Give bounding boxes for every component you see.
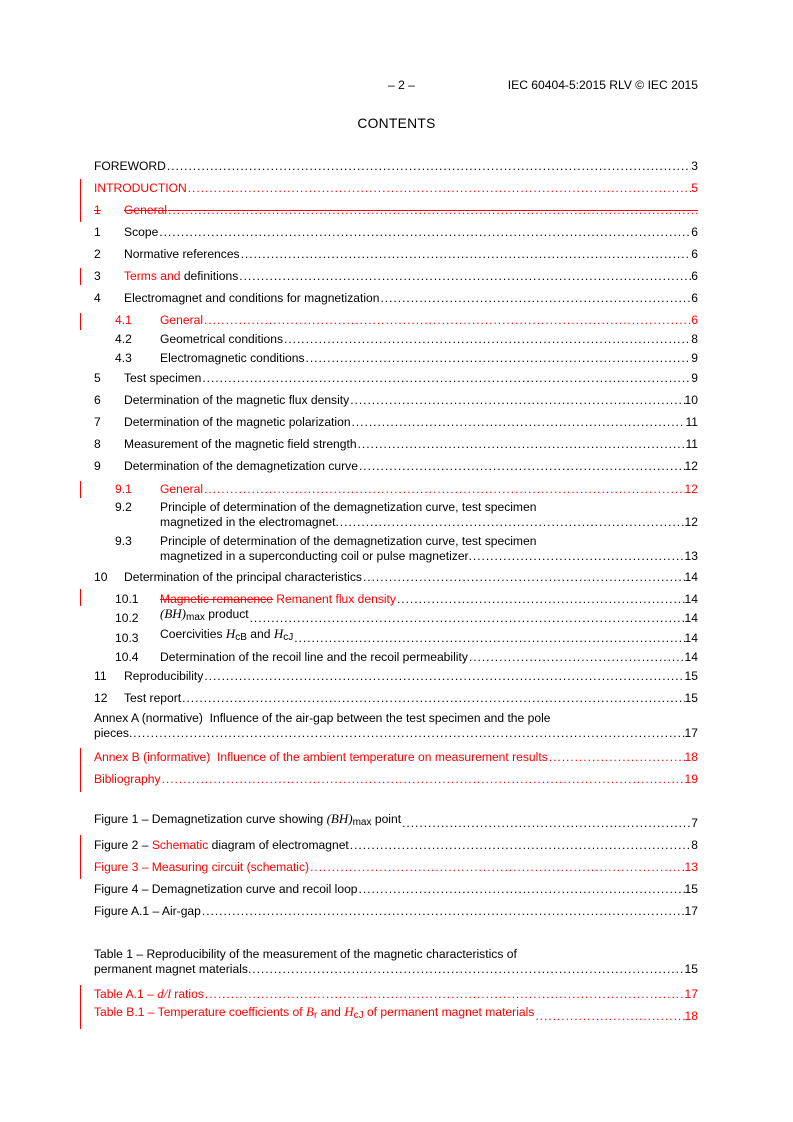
toc-table-1[interactable]: Table 1 – Reproducibility of the measurement of the magnetic characteristics of permanent magnet materials . . . 15: [94, 947, 698, 977]
toc-entry-flux-density[interactable]: 6 Determination of the magnetic flux density . . . 10: [94, 392, 698, 407]
toc-entry-9-3[interactable]: 9.3 Principle of determination of the demagnetization curve, test specimen magnetized in a superconducting coil or pulse magnetizer . . . 13: [115, 534, 698, 564]
revision-bar: [80, 268, 81, 285]
toc-entry-4-1-general[interactable]: 4.1 General . . . 6: [115, 312, 698, 327]
revision-bar: [80, 313, 81, 330]
toc-table-a1[interactable]: Table A.1 – d/l ratios . . . 17: [94, 986, 698, 1001]
toc-entry-scope[interactable]: 1 Scope . . . 6: [94, 224, 698, 239]
toc-entry-electromagnet[interactable]: 4 Electromagnet and conditions for magnetization . . . 6: [94, 290, 698, 305]
document-code: IEC 60404-5:2015 RLV © IEC 2015: [507, 78, 698, 92]
toc-entry-10-4[interactable]: 10.4 Determination of the recoil line and the recoil permeability . . . 14: [115, 649, 698, 664]
toc-entry-9-1-general[interactable]: 9.1 General . . . 12: [115, 481, 698, 496]
toc-figure-4[interactable]: Figure 4 – Demagnetization curve and recoil loop . . . 15: [94, 881, 698, 896]
toc-figure-a1[interactable]: Figure A.1 – Air-gap . . . 17: [94, 903, 698, 918]
toc-table-b1[interactable]: Table B.1 – Temperature coefficients of $B_r$ and $H_{cJ}$ of permanent magnet materials . . . 18: [94, 1008, 698, 1023]
toc-entry-test-report[interactable]: 12 Test report . . . 15: [94, 690, 698, 705]
contents-title: CONTENTS: [357, 116, 436, 131]
toc-entry-principal-characteristics[interactable]: 10 Determination of the principal characteristics . . . 14: [94, 569, 698, 584]
toc-figure-2[interactable]: Figure 2 – Schematic diagram of electromagnet . . . 8: [94, 837, 698, 852]
revision-bar: [80, 985, 81, 1029]
revision-bar: [80, 179, 81, 222]
revision-bar: [80, 835, 81, 879]
toc-entry-introduction[interactable]: INTRODUCTION . . . 5: [94, 180, 698, 195]
toc-entry-annex-a[interactable]: Annex A (normative) Influence of the air-gap between the test specimen and the pole pieces . . . 17: [94, 711, 698, 741]
revision-bar: [80, 589, 81, 606]
toc-entry-9-2[interactable]: 9.2 Principle of determination of the demagnetization curve, test specimen magnetized in the electromagnet . . . 12: [115, 500, 698, 530]
toc-entry-terms-definitions[interactable]: 3 Terms and definitions . . . 6: [94, 268, 698, 283]
toc-entry-reproducibility[interactable]: 11 Reproducibility . . . 15: [94, 668, 698, 683]
toc-entry-demagnetization-curve[interactable]: 9 Determination of the demagnetization curve . . . 12: [94, 458, 698, 473]
toc-entry-10-3[interactable]: 10.3 Coercivities $H_{cB}$ and $H_{cJ}$ . . . 14: [115, 630, 698, 645]
toc-entry-foreword[interactable]: FOREWORD . . . 3: [94, 158, 698, 173]
toc-entry-annex-b[interactable]: Annex B (informative) Influence of the ambient temperature on measurement results . . . 18: [94, 749, 698, 764]
toc-entry-field-strength[interactable]: 8 Measurement of the magnetic field strength . . . 11: [94, 436, 698, 451]
toc-figure-3[interactable]: Figure 3 – Measuring circuit (schematic) . . . 13: [94, 859, 698, 874]
toc-entry-normative-references[interactable]: 2 Normative references . . . 6: [94, 246, 698, 261]
page-header: [388, 78, 698, 94]
revision-bar: [80, 481, 81, 498]
page-number: – 2 –: [388, 78, 415, 92]
toc-entry-test-specimen[interactable]: 5 Test specimen . . . 9: [94, 370, 698, 385]
toc-figure-1[interactable]: Figure 1 – Demagnetization curve showing $(BH)_{max}$ point . . . 7: [94, 815, 698, 830]
toc-entry-general-deleted[interactable]: 1 General . . .: [94, 202, 698, 217]
toc-entry-electromagnetic-conditions[interactable]: 4.3 Electromagnetic conditions . . . 9: [115, 350, 698, 365]
toc-entry-10-2[interactable]: 10.2 $(BH)_{max}$ product . . . 14: [115, 610, 698, 625]
toc-entry-geometrical-conditions[interactable]: 4.2 Geometrical conditions . . . 8: [115, 331, 698, 346]
toc-entry-polarization[interactable]: 7 Determination of the magnetic polarization . . . 11: [94, 414, 698, 429]
toc-entry-10-1[interactable]: 10.1 Magnetic remanence Remanent flux density . . . 14: [115, 591, 698, 606]
toc-entry-bibliography[interactable]: Bibliography . . . 19: [94, 771, 698, 786]
revision-bar: [80, 748, 81, 792]
